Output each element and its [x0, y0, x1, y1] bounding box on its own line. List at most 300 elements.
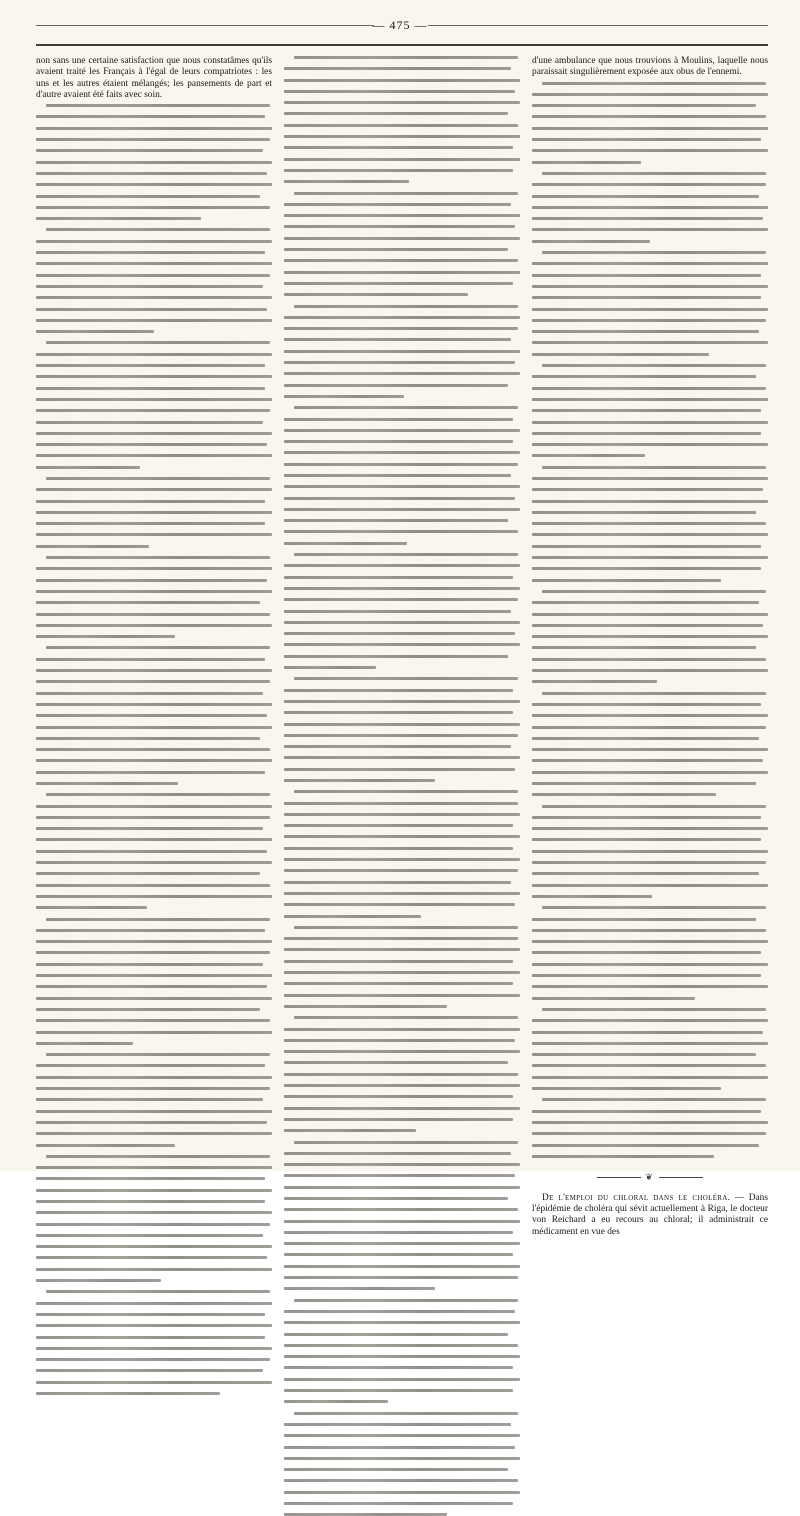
- text-line: [36, 1211, 272, 1214]
- text-line: [294, 192, 518, 195]
- text-line: [284, 79, 520, 82]
- text-line: [36, 364, 265, 367]
- text-line: [284, 1333, 508, 1336]
- text-line: [532, 240, 650, 243]
- text-line: [532, 895, 652, 898]
- text-line: [284, 1073, 518, 1076]
- text-line: [36, 1144, 175, 1147]
- text-line: [532, 635, 768, 638]
- text-line: [36, 375, 272, 378]
- text-line: [284, 768, 515, 771]
- text-line: [532, 782, 756, 785]
- text-line: [284, 892, 520, 895]
- text-line: [284, 824, 513, 827]
- text-line: [284, 350, 520, 353]
- text-line: [36, 951, 270, 954]
- text-line: [284, 519, 508, 522]
- text-line: [284, 474, 511, 477]
- body-paragraph: [284, 926, 520, 1008]
- text-line: [284, 745, 511, 748]
- text-line: [36, 432, 272, 435]
- text-line: [532, 726, 766, 729]
- text-line: [36, 726, 272, 729]
- text-line: [284, 610, 511, 613]
- text-line: [284, 259, 518, 262]
- body-paragraph: [36, 477, 272, 548]
- text-line: [36, 963, 263, 966]
- text-line: [36, 240, 272, 243]
- text-line: [36, 1121, 267, 1124]
- text-line: [284, 813, 520, 816]
- text-line: [36, 669, 272, 672]
- text-line: [36, 1324, 272, 1327]
- text-line: [36, 115, 265, 118]
- text-line: [532, 387, 766, 390]
- text-line: [36, 1358, 270, 1361]
- text-line: [36, 861, 272, 864]
- text-line: [36, 421, 263, 424]
- text-line: [532, 138, 761, 141]
- text-line: [532, 827, 768, 830]
- body-paragraph: [36, 646, 272, 785]
- text-line: [36, 782, 178, 785]
- text-line: [36, 1279, 161, 1282]
- text-line: [284, 67, 511, 70]
- text-line: [284, 723, 520, 726]
- text-line: [36, 149, 263, 152]
- text-line: [284, 1434, 520, 1437]
- body-paragraph: [532, 82, 768, 164]
- text-line: [36, 285, 263, 288]
- text-line: [532, 115, 766, 118]
- text-line: [542, 590, 766, 593]
- body-paragraph: [532, 466, 768, 582]
- text-line: [36, 1076, 272, 1079]
- column-left: [36, 56, 272, 1152]
- text-line: [36, 1381, 272, 1384]
- text-line: [36, 1177, 265, 1180]
- text-line: [36, 635, 175, 638]
- body-paragraph: [36, 1155, 272, 1282]
- text-line: [294, 790, 518, 793]
- text-line: [532, 974, 761, 977]
- text-line: [36, 1234, 263, 1237]
- text-line: [36, 579, 267, 582]
- text-line: [36, 929, 265, 932]
- text-line: [36, 387, 265, 390]
- body-paragraph: [284, 1141, 520, 1291]
- text-line: [284, 271, 520, 274]
- text-line: [36, 172, 267, 175]
- text-line: [532, 217, 763, 220]
- text-line: [284, 542, 407, 545]
- text-line: [36, 217, 201, 220]
- text-line: [36, 1268, 272, 1271]
- text-line: [284, 112, 508, 115]
- text-line: [36, 206, 270, 209]
- text-line: [36, 183, 272, 186]
- text-line: [542, 692, 766, 695]
- body-paragraph: [36, 1053, 272, 1146]
- text-line: [284, 1242, 520, 1245]
- text-columns: [36, 56, 768, 1237]
- text-line: [532, 940, 768, 943]
- text-line: [542, 1008, 766, 1011]
- text-line: [284, 372, 520, 375]
- text-line: [36, 533, 272, 536]
- body-paragraph: [36, 228, 272, 333]
- text-line: [284, 564, 520, 567]
- text-line: [284, 1366, 513, 1369]
- fleuron-icon: ❦: [645, 1171, 655, 1182]
- text-line: [532, 1110, 761, 1113]
- body-paragraph: [36, 793, 272, 909]
- text-line: [46, 556, 270, 559]
- text-line: [284, 960, 513, 963]
- text-line: [532, 816, 761, 819]
- text-line: [532, 838, 761, 841]
- text-line: [284, 1197, 508, 1200]
- text-line: [532, 658, 766, 661]
- text-line: [36, 1008, 260, 1011]
- text-line: [532, 149, 768, 152]
- text-line: [284, 225, 515, 228]
- running-head: [0, 18, 800, 40]
- text-line: [284, 1028, 520, 1031]
- text-line: [294, 1141, 518, 1144]
- text-line: [36, 443, 267, 446]
- text-line: [36, 511, 272, 514]
- text-line: [284, 881, 511, 884]
- body-paragraph: [532, 1098, 768, 1157]
- page-number: — 475 —: [372, 18, 428, 32]
- text-line: [284, 1220, 520, 1223]
- text-line: [284, 90, 515, 93]
- text-line: [294, 677, 518, 680]
- text-line: [532, 375, 756, 378]
- text-line: [36, 1110, 272, 1113]
- text-line: [532, 861, 766, 864]
- body-paragraph: [532, 1008, 768, 1090]
- text-line: [532, 228, 768, 231]
- text-line: [542, 805, 766, 808]
- text-line: [36, 906, 147, 909]
- text-line: [284, 497, 515, 500]
- text-line: [532, 533, 768, 536]
- text-line: [284, 858, 520, 861]
- text-line: [36, 1347, 272, 1350]
- text-line: [532, 206, 768, 209]
- text-line: [36, 1313, 265, 1316]
- text-line: [284, 779, 435, 782]
- text-line: [284, 508, 520, 511]
- text-line: [36, 974, 272, 977]
- text-line: [284, 1287, 435, 1290]
- text-line: [284, 1344, 518, 1347]
- text-line: [532, 714, 768, 717]
- text-line: [532, 262, 768, 265]
- text-line: [36, 985, 267, 988]
- text-line: [284, 587, 520, 590]
- text-line: [46, 918, 270, 921]
- text-line: [36, 703, 272, 706]
- text-line: [532, 646, 756, 649]
- text-line: [284, 1502, 513, 1505]
- article-heading: De l'emploi du chloral dans le choléra.: [542, 1192, 731, 1203]
- text-line: [36, 1087, 270, 1090]
- text-line: [36, 262, 272, 265]
- text-line: [532, 522, 766, 525]
- text-line: [284, 1174, 515, 1177]
- text-line: [532, 398, 768, 401]
- body-paragraph: [532, 906, 768, 999]
- column-right: [532, 56, 768, 1237]
- text-line: [46, 104, 270, 107]
- text-line: [46, 646, 270, 649]
- text-line: [284, 248, 508, 251]
- text-line: [36, 748, 270, 751]
- text-line: [36, 1336, 265, 1339]
- text-line: [284, 802, 518, 805]
- text-line: [36, 613, 270, 616]
- text-line: [294, 926, 518, 929]
- text-line: [532, 432, 761, 435]
- text-line: [284, 1355, 520, 1358]
- text-line: [36, 1392, 220, 1395]
- body-paragraph: [532, 172, 768, 243]
- text-line: [36, 1302, 272, 1305]
- text-line: [532, 918, 756, 921]
- article-opening: — Dans l'épidémie de choléra qui sévit actuellement à Riga, le docteur von Reichard a eu recours au chloral; il administrait ce médicament en vue des: [532, 1192, 768, 1237]
- closing-article: [532, 1193, 768, 1238]
- text-line: [36, 624, 272, 627]
- text-line: [46, 1290, 270, 1293]
- section-ornament: [575, 1172, 725, 1183]
- text-line: [284, 293, 468, 296]
- text-line: [284, 124, 518, 127]
- text-line: [532, 195, 759, 198]
- text-line: [36, 195, 260, 198]
- text-line: [284, 1061, 508, 1064]
- ornament-rule-left: [597, 1177, 641, 1178]
- text-line: [532, 624, 763, 627]
- text-line: [284, 598, 518, 601]
- text-line: [36, 1031, 272, 1034]
- text-line: [36, 940, 272, 943]
- text-line: [284, 429, 520, 432]
- text-line: [532, 759, 763, 762]
- text-line: [284, 903, 515, 906]
- text-line: [284, 1378, 520, 1381]
- opening-paragraph: non sans une certaine satisfaction que nous constatâmes qu'ils avaient traité les Français à l'égal de leurs compatriotes : les uns et les autres étaient mélangés; les pansements de part et d'autre avaient été faits avec soin.: [36, 56, 272, 100]
- body-paragraph: [284, 1016, 520, 1132]
- text-line: [532, 872, 759, 875]
- text-line: [284, 1186, 520, 1189]
- ornament-rule-right: [659, 1177, 703, 1178]
- text-line: [36, 138, 270, 141]
- text-line: [36, 759, 272, 762]
- text-line: [284, 158, 520, 161]
- text-line: [284, 1479, 518, 1482]
- text-line: [294, 56, 518, 59]
- opening-paragraph: d'une ambulance que nous trouvions à Moulins, laquelle nous paraissait singulièrement exposée aux obus de l'ennemi.: [532, 56, 768, 78]
- text-line: [284, 1163, 520, 1166]
- text-line: [284, 756, 520, 759]
- text-line: [532, 488, 763, 491]
- body-paragraph: [284, 677, 520, 782]
- body-paragraph: [532, 251, 768, 356]
- body-paragraph: [284, 56, 520, 183]
- text-line: [284, 338, 511, 341]
- text-line: [36, 1256, 267, 1259]
- text-line: [532, 1053, 756, 1056]
- text-line: [532, 929, 766, 932]
- text-line: [284, 146, 513, 149]
- text-line: [36, 737, 260, 740]
- text-line: [284, 971, 520, 974]
- text-line: [532, 296, 761, 299]
- text-line: [284, 1400, 388, 1403]
- paragraph-stack: [284, 56, 520, 1516]
- text-line: [36, 1166, 272, 1169]
- text-line: [532, 319, 766, 322]
- text-line: [542, 364, 766, 367]
- text-line: [284, 101, 520, 104]
- body-paragraph: [532, 692, 768, 797]
- text-line: [284, 982, 513, 985]
- body-paragraph: [36, 556, 272, 638]
- text-line: [532, 1042, 768, 1045]
- text-line: [284, 711, 513, 714]
- text-line: [284, 643, 520, 646]
- text-line: [284, 689, 513, 692]
- text-line: [532, 1121, 768, 1124]
- text-line: [284, 169, 513, 172]
- text-line: [284, 915, 421, 918]
- text-line: [36, 872, 260, 875]
- text-line: [284, 994, 520, 997]
- text-line: [36, 838, 272, 841]
- text-line: [532, 556, 768, 559]
- text-line: [532, 884, 768, 887]
- text-line: [46, 1155, 270, 1158]
- text-line: [36, 850, 267, 853]
- text-line: [36, 1064, 265, 1067]
- text-line: [284, 214, 520, 217]
- text-line: [36, 816, 270, 819]
- text-line: [36, 1042, 133, 1045]
- text-line: [532, 454, 645, 457]
- text-line: [284, 576, 513, 579]
- text-line: [284, 1321, 520, 1324]
- text-line: [294, 1016, 518, 1019]
- text-line: [284, 327, 518, 330]
- text-line: [532, 985, 768, 988]
- text-line: [532, 567, 761, 570]
- text-line: [36, 161, 272, 164]
- text-line: [284, 440, 513, 443]
- text-line: [284, 1095, 513, 1098]
- text-line: [36, 522, 265, 525]
- text-line: [284, 1457, 520, 1460]
- text-line: [284, 384, 508, 387]
- text-line: [532, 1076, 768, 1079]
- text-line: [284, 418, 513, 421]
- text-line: [36, 500, 265, 503]
- text-line: [532, 127, 768, 130]
- paragraph-stack: [532, 82, 768, 1158]
- text-line: [284, 1276, 518, 1279]
- text-line: [36, 658, 265, 661]
- text-line: [532, 601, 759, 604]
- column-middle: [284, 56, 520, 1152]
- text-line: [36, 1019, 270, 1022]
- text-line: [36, 1369, 263, 1372]
- text-line: [36, 319, 272, 322]
- text-line: [542, 466, 766, 469]
- text-line: [532, 500, 768, 503]
- text-line: [532, 737, 759, 740]
- text-line: [284, 1423, 511, 1426]
- text-line: [46, 1053, 270, 1056]
- text-line: [284, 485, 520, 488]
- text-line: [294, 305, 518, 308]
- text-line: [284, 463, 518, 466]
- text-line: [532, 274, 761, 277]
- text-line: [36, 454, 272, 457]
- text-line: [532, 793, 716, 796]
- text-line: [284, 1107, 520, 1110]
- text-line: [532, 1019, 768, 1022]
- text-line: [36, 127, 272, 130]
- text-line: [284, 1468, 508, 1471]
- text-line: [284, 948, 520, 951]
- text-line: [532, 1087, 721, 1090]
- body-paragraph: [284, 790, 520, 917]
- text-line: [284, 530, 518, 533]
- text-line: [532, 613, 768, 616]
- text-line: [36, 1189, 272, 1192]
- text-line: [36, 771, 265, 774]
- text-line: [36, 714, 267, 717]
- text-line: [36, 827, 263, 830]
- body-paragraph: [532, 590, 768, 683]
- text-line: [542, 906, 766, 909]
- text-line: [36, 805, 272, 808]
- body-paragraph: [284, 1299, 520, 1404]
- body-paragraph: [284, 305, 520, 398]
- text-line: [284, 180, 409, 183]
- text-line: [284, 1253, 513, 1256]
- text-line: [532, 285, 768, 288]
- text-line: [532, 443, 768, 446]
- header-underline: [36, 44, 768, 46]
- text-line: [36, 1132, 272, 1135]
- text-line: [46, 477, 270, 480]
- text-line: [36, 567, 272, 570]
- text-line: [532, 1155, 714, 1158]
- text-line: [284, 316, 520, 319]
- text-line: [284, 1310, 515, 1313]
- text-line: [284, 1129, 416, 1132]
- text-line: [542, 172, 766, 175]
- text-line: [284, 1446, 515, 1449]
- text-line: [532, 579, 721, 582]
- text-line: [284, 869, 518, 872]
- text-line: [36, 590, 272, 593]
- text-line: [284, 734, 518, 737]
- text-line: [284, 1389, 513, 1392]
